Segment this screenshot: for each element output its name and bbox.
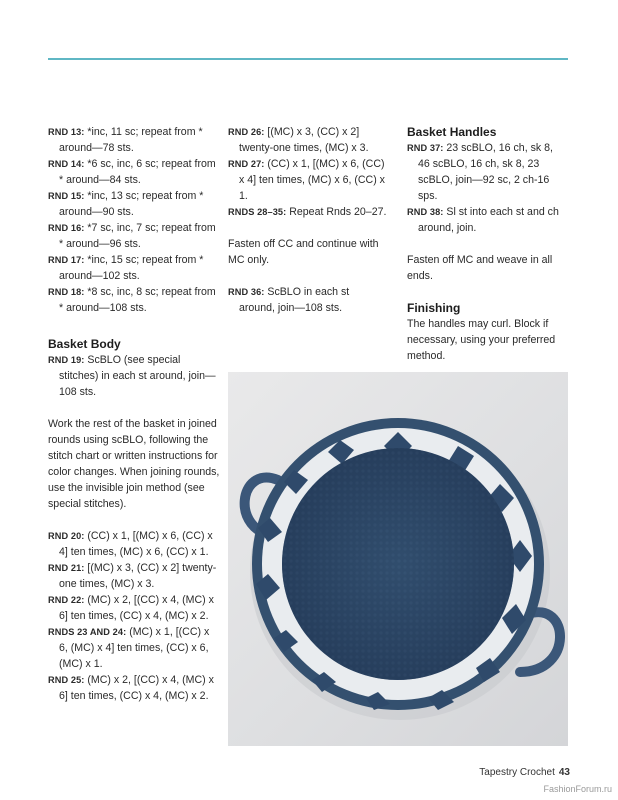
finishing-paragraph: The handles may curl. Block if necessary, using your preferred method. [407,318,556,362]
basket-body-heading: Basket Body [48,337,121,351]
fasten-cc-paragraph: Fasten off CC and continue with MC only. [228,238,379,266]
instruction-rnd-26: RND 26: [(MC) x 3, (CC) x 2] twenty-one times, (MC) x 3. [228,126,369,154]
column-3 [407,124,567,364]
column-2 [228,124,388,316]
instruction-rnd-21: RND 21: [(MC) x 3, (CC) x 2] twenty-one times, (MC) x 3. [48,562,217,590]
instruction-rnd-22: RND 22: (MC) x 2, [(CC) x 4, (MC) x 6] ten times, (CC) x 4, (MC) x 2. [48,594,214,622]
watermark: FashionForum.ru [543,784,612,794]
instruction-rnd-13: RND 13: *inc, 11 sc; repeat from * around—78 sts. [48,126,203,154]
finishing-heading: Finishing [407,301,461,315]
instruction-rnd-19: RND 19: ScBLO (see special stitches) in each st around, join—108 sts. [48,354,216,398]
header-rule [48,58,568,60]
fasten-mc-paragraph: Fasten off MC and weave in all ends. [407,254,553,282]
instruction-rnd-27: RND 27: (CC) x 1, [(MC) x 6, (CC) x 4] ten times, (MC) x 6, (CC) x 1. [228,158,385,202]
instruction-rnds-23-24: RNDS 23 AND 24: (MC) x 1, [(CC) x 6, (MC) x 4] ten times, (CC) x 6, (MC) x 1. [48,626,210,670]
basket-handles-heading: Basket Handles [407,125,497,139]
instruction-rnd-25: RND 25: (MC) x 2, [(CC) x 4, (MC) x 6] ten times, (CC) x 4, (MC) x 2. [48,674,214,702]
page-number: 43 [558,767,570,778]
work-rest-paragraph: Work the rest of the basket in joined rounds using scBLO, following the stitch chart or written instructions for color changes. When joining rounds, use the invisible join method (see special stitches). [48,418,220,510]
instruction-rnd-15: RND 15: *inc, 13 sc; repeat from * around—90 sts. [48,190,204,218]
instruction-rnd-36: RND 36: ScBLO in each st around, join—108 sts. [228,286,350,314]
instruction-rnd-18: RND 18: *8 sc, inc, 8 sc; repeat from * around—108 sts. [48,286,216,314]
instruction-rnd-38: RND 38: Sl st into each st and ch around, join. [407,206,559,234]
basket-photo [228,372,568,746]
column-1 [48,124,220,704]
instruction-rnd-16: RND 16: *7 sc, inc, 7 sc; repeat from * around—96 sts. [48,222,216,250]
book-title: Tapestry Crochet [479,767,555,778]
instruction-rnd-17: RND 17: *inc, 15 sc; repeat from * around—102 sts. [48,254,204,282]
instruction-rnd-20: RND 20: (CC) x 1, [(MC) x 6, (CC) x 4] ten times, (MC) x 6, (CC) x 1. [48,530,213,558]
instruction-rnds-28-35: RNDS 28–35: Repeat Rnds 20–27. [228,206,387,218]
instruction-rnd-37: RND 37: 23 scBLO, 16 ch, sk 8, 46 scBLO, 16 ch, sk 8, 23 scBLO, join—92 sc, 2 ch-16 sps. [407,142,553,202]
page-footer [479,767,570,778]
instruction-rnd-14: RND 14: *6 sc, inc, 6 sc; repeat from * around—84 sts. [48,158,216,186]
